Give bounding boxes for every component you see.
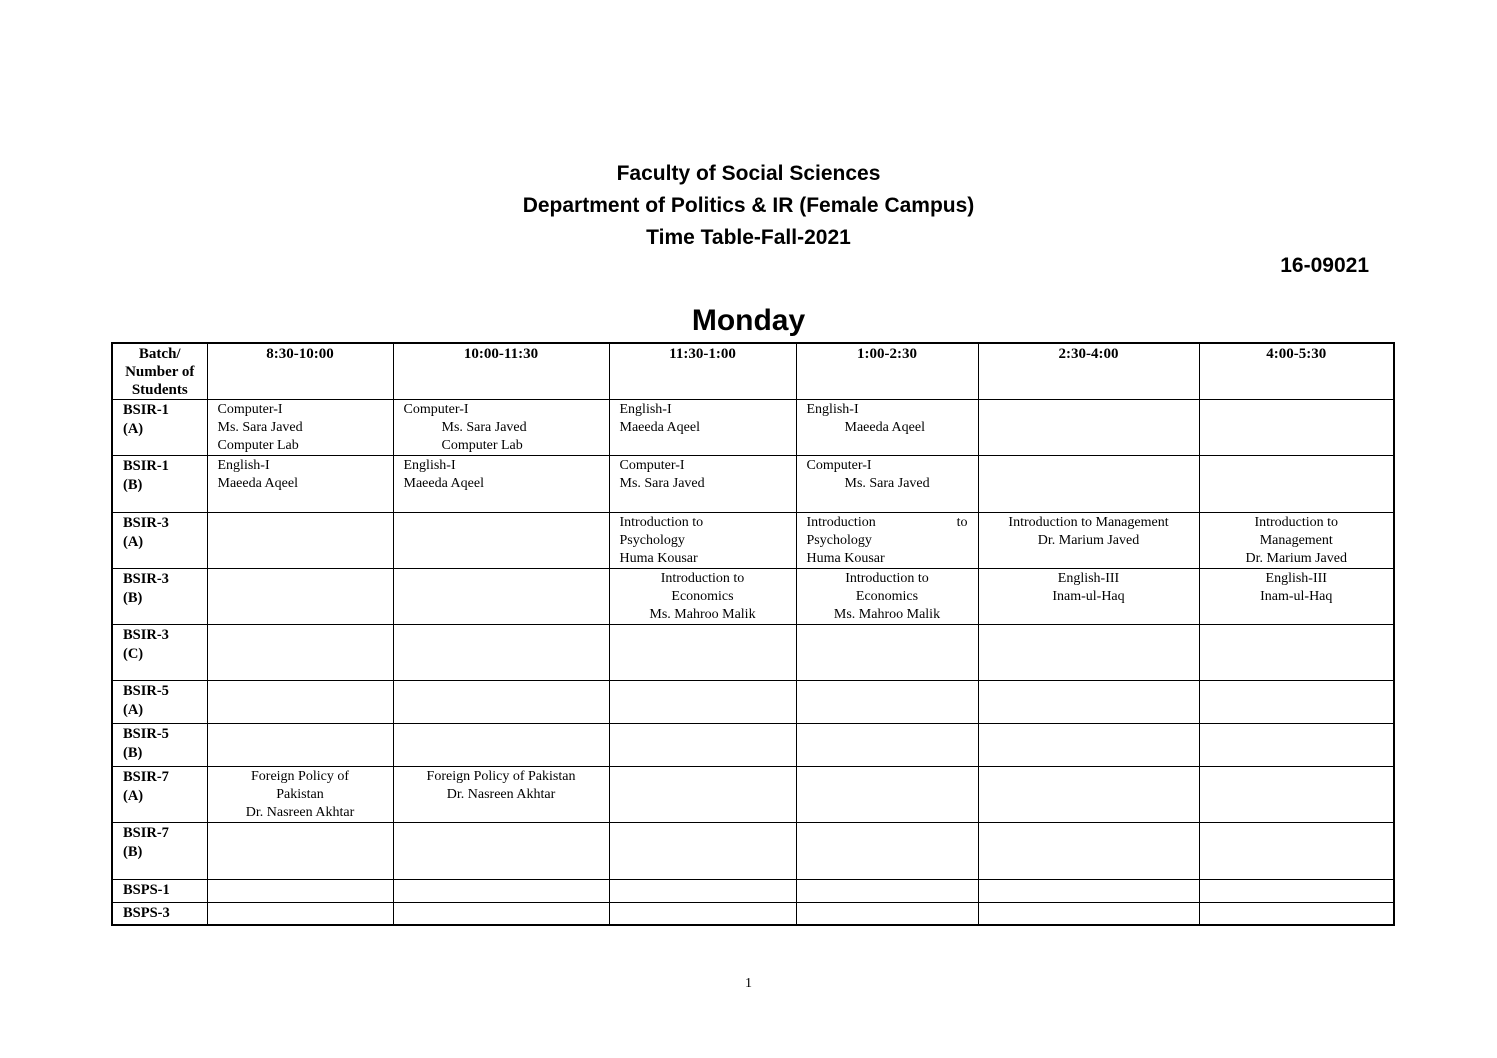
class-line: English-I — [806, 402, 859, 417]
table-row — [112, 400, 1394, 456]
class-cell — [1199, 823, 1394, 880]
batch-label: (A) — [123, 702, 144, 718]
class-line: Ms. Sara Javed — [844, 476, 930, 491]
class-cell — [1199, 767, 1394, 823]
class-line: Introduction to — [619, 515, 704, 530]
class-cell — [393, 823, 609, 880]
class-cell — [393, 681, 609, 724]
class-cell — [609, 823, 796, 880]
class-line: Economics — [671, 589, 734, 604]
class-cell — [207, 724, 393, 767]
class-cell — [978, 903, 1199, 925]
class-cell — [393, 625, 609, 681]
class-line: Inam-ul-Haq — [1052, 589, 1125, 604]
class-cell — [978, 880, 1199, 903]
class-cell — [1199, 903, 1394, 925]
class-word: to — [956, 515, 968, 530]
class-line: Psychology — [806, 533, 872, 548]
department-title: Department of Politics & IR (Female Campus) — [522, 194, 975, 217]
class-word: Introduction — [806, 515, 876, 530]
batch-cell — [112, 569, 207, 625]
class-cell — [207, 681, 393, 724]
class-cell — [609, 724, 796, 767]
table-row — [112, 513, 1394, 569]
class-cell — [1199, 880, 1394, 903]
class-line: Computer Lab — [217, 438, 299, 453]
class-line: Huma Kousar — [806, 551, 885, 566]
batch-header-line: Batch/ — [138, 346, 181, 362]
class-cell — [393, 456, 609, 513]
batch-label: (B) — [123, 477, 143, 493]
batch-cell — [112, 724, 207, 767]
class-cell — [978, 513, 1199, 569]
class-line: Introduction to — [845, 571, 929, 586]
page-number: 1 — [745, 976, 752, 991]
class-cell — [1199, 724, 1394, 767]
class-line: Introduction to — [660, 571, 745, 586]
class-line: Huma Kousar — [619, 551, 698, 566]
class-line: Ms. Sara Javed — [217, 420, 303, 435]
class-cell — [207, 880, 393, 903]
class-line: Dr. Marium Javed — [1037, 533, 1140, 548]
class-cell — [796, 724, 978, 767]
class-cell — [609, 513, 796, 569]
class-line: Pakistan — [276, 787, 324, 802]
class-line: Ms. Mahroo Malik — [833, 607, 941, 622]
class-cell — [393, 903, 609, 925]
class-cell — [393, 724, 609, 767]
table-row — [112, 724, 1394, 767]
class-line: Ms. Mahroo Malik — [649, 607, 756, 622]
class-cell — [978, 681, 1199, 724]
class-cell — [609, 903, 796, 925]
class-line: Computer Lab — [441, 438, 523, 453]
batch-label: BSIR-3 — [123, 627, 169, 643]
class-cell — [978, 724, 1199, 767]
batch-cell — [112, 823, 207, 880]
class-cell — [393, 880, 609, 903]
class-cell — [609, 767, 796, 823]
class-cell — [207, 625, 393, 681]
table-row — [112, 880, 1394, 903]
class-line: Maeeda Aqeel — [844, 420, 925, 435]
class-cell — [978, 569, 1199, 625]
class-cell — [393, 767, 609, 823]
batch-label: (A) — [123, 421, 144, 437]
batch-cell — [112, 903, 207, 925]
batch-header-line: Students — [131, 382, 188, 398]
batch-label: (B) — [123, 745, 143, 761]
batch-label: (B) — [123, 844, 143, 860]
class-cell — [207, 513, 393, 569]
class-cell — [796, 681, 978, 724]
class-cell — [978, 767, 1199, 823]
time-slot-header: 11:30-1:00 — [609, 343, 796, 400]
batch-label: BSIR-7 — [123, 769, 169, 785]
class-cell — [1199, 681, 1394, 724]
batch-cell — [112, 400, 207, 456]
class-cell — [1199, 456, 1394, 513]
class-line: Maeeda Aqeel — [619, 420, 700, 435]
batch-label: BSIR-3 — [123, 571, 169, 587]
time-slot-header: 8:30-10:00 — [207, 343, 393, 400]
time-slot-header: 1:00-2:30 — [796, 343, 978, 400]
batch-label: BSPS-1 — [123, 882, 170, 898]
class-cell — [609, 625, 796, 681]
day-heading: Monday — [691, 304, 806, 337]
class-cell — [207, 456, 393, 513]
batch-cell — [112, 625, 207, 681]
table-row — [112, 681, 1394, 724]
batch-header-line: Number of — [125, 364, 195, 380]
table-row — [112, 903, 1394, 925]
class-cell — [609, 880, 796, 903]
batch-label: BSIR-5 — [123, 726, 169, 742]
class-cell — [796, 513, 978, 569]
batch-cell — [112, 880, 207, 903]
batch-header — [112, 343, 207, 400]
batch-label: BSIR-1 — [123, 402, 169, 418]
class-line: English-I — [217, 458, 270, 473]
class-cell — [1199, 513, 1394, 569]
class-cell — [393, 400, 609, 456]
batch-label: (A) — [123, 788, 144, 804]
class-cell — [207, 823, 393, 880]
class-line: Foreign Policy of Pakistan — [426, 769, 576, 784]
class-cell — [978, 823, 1199, 880]
class-line: Dr. Marium Javed — [1245, 551, 1347, 566]
document-header — [0, 158, 1497, 254]
class-line: Computer-I — [217, 402, 283, 417]
time-slot-header: 4:00-5:30 — [1199, 343, 1394, 400]
document-date: 16-09021 — [1280, 254, 1369, 277]
class-cell — [796, 400, 978, 456]
class-line: Management — [1259, 533, 1333, 548]
class-line: English-III — [1057, 571, 1120, 586]
table-row — [112, 767, 1394, 823]
batch-label: BSIR-5 — [123, 683, 169, 699]
class-cell — [609, 681, 796, 724]
class-cell — [609, 400, 796, 456]
time-slot-header: 10:00-11:30 — [393, 343, 609, 400]
class-line: English-III — [1265, 571, 1327, 586]
class-cell — [1199, 400, 1394, 456]
header-row — [112, 343, 1394, 400]
batch-label: BSIR-1 — [123, 458, 169, 474]
time-slot-header: 2:30-4:00 — [978, 343, 1199, 400]
batch-cell — [112, 513, 207, 569]
class-line: Psychology — [619, 533, 685, 548]
faculty-title: Faculty of Social Sciences — [616, 162, 881, 185]
class-line — [807, 514, 968, 532]
class-line: Computer-I — [619, 458, 685, 473]
class-line: Inam-ul-Haq — [1260, 589, 1333, 604]
class-cell — [796, 880, 978, 903]
class-cell — [207, 569, 393, 625]
class-line: Ms. Sara Javed — [619, 476, 705, 491]
timetable-title: Time Table-Fall-2021 — [646, 226, 851, 249]
batch-label: (C) — [123, 646, 144, 662]
batch-label: BSIR-3 — [123, 515, 169, 531]
class-cell — [609, 456, 796, 513]
class-line: Dr. Nasreen Akhtar — [446, 787, 556, 802]
class-line: Dr. Nasreen Akhtar — [245, 805, 355, 820]
class-line: Maeeda Aqeel — [403, 476, 484, 491]
class-cell — [796, 767, 978, 823]
table-row — [112, 456, 1394, 513]
class-cell — [1199, 569, 1394, 625]
class-cell — [796, 569, 978, 625]
batch-label: (A) — [123, 534, 144, 550]
class-line: Ms. Sara Javed — [441, 420, 527, 435]
class-line: Introduction to — [1254, 515, 1339, 530]
batch-cell — [112, 681, 207, 724]
table-row — [112, 625, 1394, 681]
batch-label: BSIR-7 — [123, 825, 169, 841]
class-cell — [978, 400, 1199, 456]
class-line: Maeeda Aqeel — [217, 476, 298, 491]
class-cell — [978, 456, 1199, 513]
class-cell — [393, 569, 609, 625]
class-line: English-I — [403, 458, 456, 473]
class-cell — [207, 903, 393, 925]
class-cell — [207, 767, 393, 823]
class-cell — [609, 569, 796, 625]
class-cell — [796, 823, 978, 880]
batch-label: (B) — [123, 590, 143, 606]
class-line: Foreign Policy of — [251, 769, 349, 784]
class-cell — [393, 513, 609, 569]
timetable — [111, 342, 1395, 926]
class-line: Computer-I — [403, 402, 469, 417]
batch-cell — [112, 767, 207, 823]
class-cell — [207, 400, 393, 456]
table-row — [112, 823, 1394, 880]
class-cell — [978, 625, 1199, 681]
class-line: English-I — [619, 402, 672, 417]
class-line: Computer-I — [806, 458, 872, 473]
class-cell — [796, 625, 978, 681]
class-line: Introduction to Management — [1008, 515, 1169, 530]
class-cell — [796, 903, 978, 925]
class-cell — [1199, 625, 1394, 681]
class-cell — [796, 456, 978, 513]
table-row — [112, 569, 1394, 625]
batch-cell — [112, 456, 207, 513]
batch-label: BSPS-3 — [123, 905, 170, 921]
class-line: Economics — [855, 589, 919, 604]
